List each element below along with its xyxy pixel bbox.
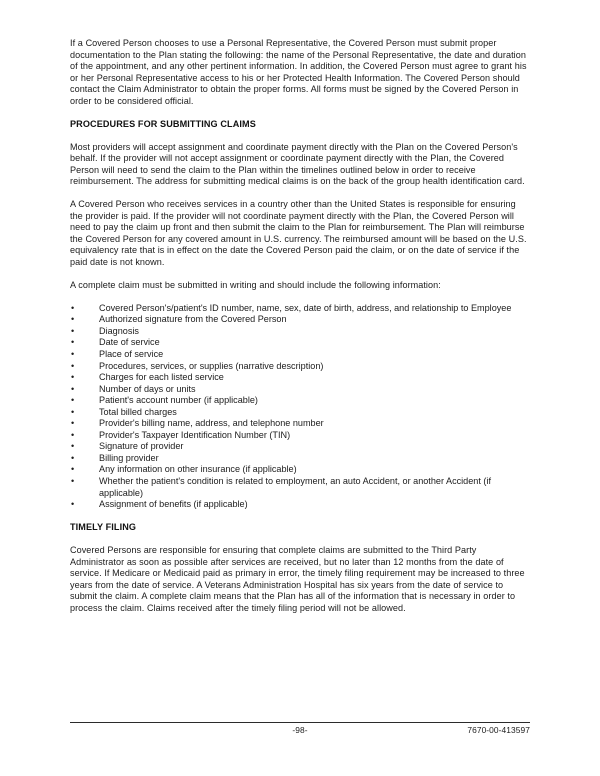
list-item-label: Assignment of benefits (if applicable) <box>99 499 248 510</box>
bullet-icon: • <box>71 499 75 510</box>
bullet-icon: • <box>71 395 75 406</box>
claim-information-list <box>70 303 530 511</box>
bullet-icon: • <box>71 302 75 313</box>
bullet-icon: • <box>71 464 75 475</box>
list-item <box>70 430 530 442</box>
bullet-icon: • <box>71 348 75 359</box>
list-item-label: Date of service <box>99 337 160 348</box>
list-item <box>70 476 530 499</box>
claims-paragraph-2: A Covered Person who receives services in a country other than the United States is responsible for ensuring the provider is paid. If the provider will not coordinate payment directly with the Plan, the Covered Person will need to pay the claim up front and then submit the claim to the Plan for reimbursement. The Plan will reimburse the Covered Person for any covered amount in U.S. currency. The reimbursed amount will be based on the U.S. equivalency rate that is in effect on the date the Covered Person paid the claim, or on the date of service if the paid date is not known. <box>70 199 527 267</box>
timely-filing-paragraph-1: Covered Persons are responsible for ensuring that complete claims are submitted to the Third Party Administrator as soon as possible after services are received, but no later than 12 months from the date of service. If Medicare or Medicaid paid as primary in error, the timely filing requirement may be increased to three years from the date of service. A Veterans Administration Hospital has six years from the date of service to submit the claim. A complete claim means that the Plan has all of the information that is necessary in order to process the claim. Claims received after the timely filing period will not be allowed. <box>70 544 525 613</box>
list-item-label: Any information on other insurance (if applicable) <box>99 464 297 475</box>
list-item-label: Covered Person's/patient's ID number, name, sex, date of birth, address, and relationship to Employee <box>99 302 512 313</box>
list-item <box>70 337 530 349</box>
list-item <box>70 441 530 453</box>
form-code: 7670-00-413597 <box>467 725 530 735</box>
bullet-icon: • <box>71 406 75 417</box>
list-item <box>70 418 530 430</box>
list-item-label: Billing provider <box>99 452 159 463</box>
list-item <box>70 499 530 511</box>
bullet-icon: • <box>71 441 75 452</box>
list-item <box>70 314 530 326</box>
bullet-icon: • <box>71 360 75 371</box>
list-item-label: Total billed charges <box>99 406 177 417</box>
page-content <box>70 38 530 626</box>
list-item-label: Provider's billing name, address, and telephone number <box>99 418 324 429</box>
intro-paragraph: If a Covered Person chooses to use a Personal Representative, the Covered Person must submit proper documentation to the Plan stating the following: the name of the Personal Representative, the date and duration of the appointment, and any other pertinent information. In addition, the Covered Person must agree to grant his or her Personal Representative access to his or her Protected Health Information. The Covered Person should contact the Claim Administrator to obtain the proper forms. All forms must be signed by the Covered Person in order to be considered official. <box>70 38 527 106</box>
claims-paragraph-3: A complete claim must be submitted in writing and should include the following information: <box>70 279 441 290</box>
list-item-label: Provider's Taxpayer Identification Number (TIN) <box>99 429 291 440</box>
list-item <box>70 303 530 315</box>
list-item <box>70 349 530 361</box>
list-item <box>70 453 530 465</box>
list-item-label: Charges for each listed service <box>99 372 224 383</box>
bullet-icon: • <box>71 325 75 336</box>
bullet-icon: • <box>71 383 75 394</box>
bullet-icon: • <box>71 337 75 348</box>
list-item-label: Procedures, services, or supplies (narrative description) <box>99 360 324 371</box>
list-item-label: Whether the patient's condition is related to employment, an auto Accident, or another Accident (if applicable) <box>99 476 491 498</box>
bullet-icon: • <box>71 429 75 440</box>
list-item <box>70 326 530 338</box>
heading-procedures-for-submitting-claims: PROCEDURES FOR SUBMITTING CLAIMS <box>70 118 256 129</box>
list-item <box>70 372 530 384</box>
footer-divider <box>70 722 530 723</box>
list-item-label: Authorized signature from the Covered Person <box>99 314 287 325</box>
footer-row <box>70 725 530 741</box>
page-footer <box>70 722 530 741</box>
list-item <box>70 361 530 373</box>
bullet-icon: • <box>71 452 75 463</box>
list-item <box>70 395 530 407</box>
list-item-label: Patient's account number (if applicable) <box>99 395 258 406</box>
list-item <box>70 384 530 396</box>
heading-timely-filing: TIMELY FILING <box>70 522 137 533</box>
bullet-icon: • <box>71 476 75 486</box>
list-item <box>70 407 530 419</box>
bullet-icon: • <box>71 314 75 325</box>
bullet-icon: • <box>71 372 75 383</box>
page-number: -98- <box>292 725 308 735</box>
bullet-icon: • <box>71 418 75 429</box>
list-item-label: Place of service <box>99 348 164 359</box>
list-item-label: Diagnosis <box>99 325 139 336</box>
list-item-label: Number of days or units <box>99 383 196 394</box>
list-item-label: Signature of provider <box>99 441 184 452</box>
claims-paragraph-1: Most providers will accept assignment and coordinate payment directly with the Plan on the Covered Person's behalf. If the provider will not accept assignment or coordinate payment directly with the Plan, the Covered Person will need to send the claim to the Plan within the timelines outlined below in order to receive reimbursement. The address for submitting medical claims is on the back of the group health identification card. <box>70 141 525 187</box>
list-item <box>70 464 530 476</box>
